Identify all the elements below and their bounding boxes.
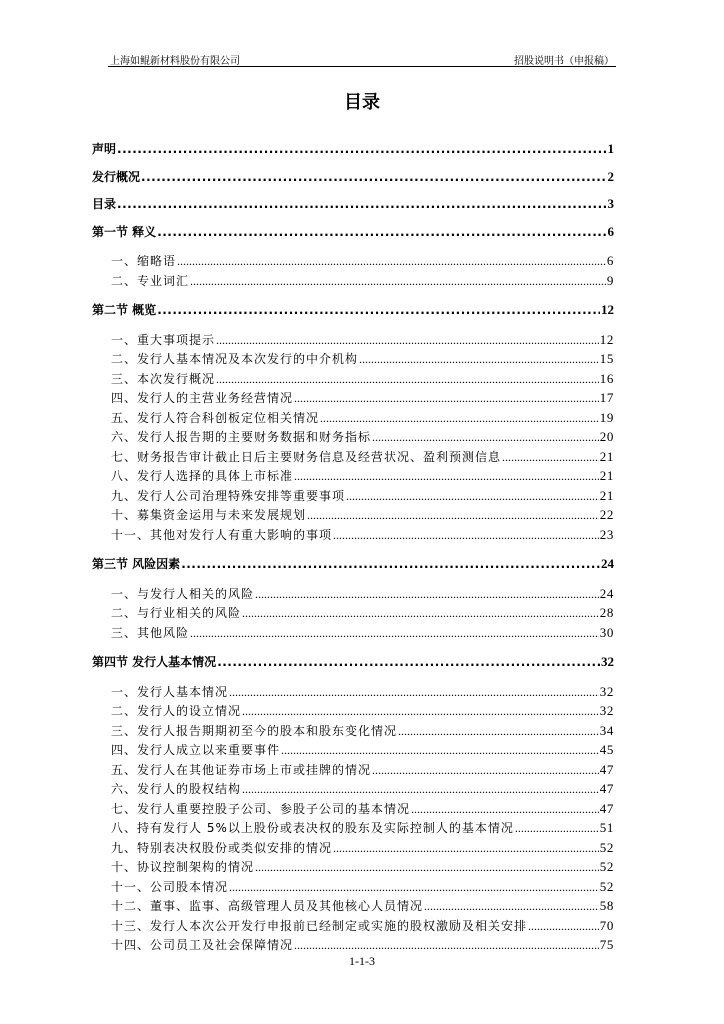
page-title: 目录 <box>344 92 380 113</box>
toc-entry-page: 20 <box>599 429 614 444</box>
toc-entry-label: 十一、公司股本情况 <box>111 879 229 894</box>
toc-entry-page: 16 <box>599 370 614 386</box>
dot-leader <box>190 623 599 644</box>
toc-entry-page: 3 <box>607 196 614 211</box>
toc-entry-page: 6 <box>607 223 614 239</box>
toc-entry-page: 58 <box>599 898 614 913</box>
toc-subsection-entry[interactable] <box>92 838 614 858</box>
toc-entry-label: 一、重大事项提示 <box>111 332 216 347</box>
dot-leader <box>515 818 599 839</box>
dot-leader <box>157 219 606 247</box>
toc-subsection-entry[interactable] <box>92 779 614 799</box>
toc-entry-page: 21 <box>599 487 614 503</box>
toc-entry-page: 22 <box>599 507 614 522</box>
dot-leader <box>242 779 599 800</box>
toc-entry-label: 四、发行人的主营业务经营情况 <box>111 391 294 405</box>
toc-subsection-entry[interactable] <box>92 857 614 877</box>
toc-entry-page: 17 <box>599 390 614 405</box>
toc-entry-label: 五、发行人符合科创板定位相关情况 <box>111 410 320 425</box>
toc-entry-page: 47 <box>599 800 614 816</box>
dot-leader <box>177 251 606 272</box>
toc-entry-page: 32 <box>601 654 614 669</box>
toc-entry-label: 十、协议控制架构的情况 <box>111 860 255 874</box>
toc-entry-page: 1 <box>607 141 614 156</box>
toc-subsection-entry[interactable] <box>92 760 614 780</box>
toc-entry-page: 47 <box>599 781 614 796</box>
dot-leader <box>217 649 600 677</box>
toc-subsection-entry[interactable] <box>92 466 614 486</box>
toc-subsection-entry[interactable] <box>92 877 614 897</box>
toc-entry-label: 三、其他风险 <box>111 625 190 640</box>
toc-subsection-entry[interactable] <box>92 330 614 350</box>
company-name: 上海如鲲新材料股份有限公司 <box>110 56 240 67</box>
toc-entry-page: 6 <box>606 253 614 268</box>
toc-entry-label: 八、持有发行人 5%以上股份或表决权的股东及实际控制人的基本情况 <box>111 821 514 835</box>
toc-subsection-entry[interactable] <box>92 721 614 741</box>
toc-entry-page: 34 <box>599 722 614 738</box>
toc-entry-page: 47 <box>599 761 614 777</box>
toc-entry-page: 21 <box>599 448 614 464</box>
toc-entry-page: 45 <box>599 742 614 757</box>
toc-entry-page: 24 <box>601 556 614 571</box>
dot-leader <box>141 164 606 192</box>
dot-leader <box>181 551 600 579</box>
dot-leader <box>333 525 599 546</box>
toc-subsection-entry[interactable] <box>92 349 614 369</box>
toc-subsection-entry[interactable] <box>92 740 614 760</box>
toc-subsection-entry[interactable] <box>92 369 614 389</box>
toc-entry-label: 三、发行人报告期期初至今的股本和股东变化情况 <box>111 723 398 738</box>
dot-leader <box>398 721 599 742</box>
toc-entry-page: 70 <box>599 917 614 933</box>
toc-subsection-entry[interactable] <box>92 408 614 428</box>
dot-leader <box>294 466 599 487</box>
toc-entry-label: 九、特别表决权股份或类似安排的情况 <box>111 840 333 855</box>
toc-entry-page: 52 <box>599 839 614 855</box>
toc-subsection-entry[interactable] <box>92 447 614 467</box>
dot-leader <box>281 740 599 761</box>
toc-entry-page: 51 <box>599 820 614 835</box>
toc-entry-label: 十一、其他对发行人有重大影响的事项 <box>111 527 333 542</box>
dot-leader <box>528 916 599 937</box>
toc-entry-label: 第二节 概览 <box>92 303 157 317</box>
dot-leader <box>359 349 599 370</box>
dot-leader <box>411 799 599 820</box>
toc-subsection-entry[interactable] <box>92 427 614 447</box>
dot-leader <box>216 369 599 390</box>
toc-entry-page: 2 <box>607 168 614 184</box>
dot-leader <box>346 486 599 507</box>
dot-leader <box>307 505 599 526</box>
toc-entry-label: 五、发行人在其他证券市场上市或挂牌的情况 <box>111 762 372 777</box>
toc-section-entry[interactable] <box>92 135 614 163</box>
dot-leader <box>372 427 599 448</box>
toc-subsection-entry[interactable] <box>92 271 614 291</box>
dot-leader <box>255 584 599 605</box>
toc-entry-label: 二、专业词汇 <box>111 273 190 288</box>
toc-entry-label: 十、募集资金运用与未来发展规划 <box>111 508 307 522</box>
dot-leader <box>216 330 599 351</box>
toc-subsection-entry[interactable] <box>92 916 614 936</box>
toc-entry-label: 九、发行人公司治理特殊安排等重要事项 <box>111 488 346 503</box>
toc-entry-label: 一、缩略语 <box>111 254 177 268</box>
header-divider <box>108 66 616 67</box>
toc-entry-label: 四、发行人成立以来重要事件 <box>111 743 281 757</box>
page-number: 1-1-3 <box>349 954 375 968</box>
toc-entry-label: 六、发行人的股权结构 <box>111 782 242 796</box>
toc-entry-label: 一、与发行人相关的风险 <box>111 586 255 601</box>
toc-subsection-entry[interactable] <box>92 388 614 408</box>
toc-subsection-entry[interactable] <box>92 525 614 545</box>
toc-entry-label: 十四、公司员工及社会保障情况 <box>111 938 294 952</box>
toc-subsection-entry[interactable] <box>92 486 614 506</box>
toc-entry-label: 八、发行人选择的具体上市标准 <box>111 469 294 483</box>
toc-entry-label: 一、发行人基本情况 <box>111 684 229 699</box>
toc-subsection-entry[interactable] <box>92 799 614 819</box>
toc-entry-label: 目录 <box>92 197 117 211</box>
dot-leader <box>190 271 606 292</box>
toc-subsection-entry[interactable] <box>92 623 614 643</box>
toc-entry-page: 75 <box>599 937 614 952</box>
toc-entry-label: 六、发行人报告期的主要财务数据和财务指标 <box>111 430 372 444</box>
toc-section-entry[interactable] <box>92 190 614 218</box>
toc-entry-page: 30 <box>599 624 614 640</box>
dot-leader <box>255 857 599 878</box>
toc-entry-label: 二、发行人的设立情况 <box>111 704 242 718</box>
dot-leader <box>157 297 600 325</box>
dot-leader <box>117 191 606 219</box>
toc-entry-page: 23 <box>599 526 614 542</box>
dot-leader <box>117 136 606 164</box>
toc-entry-label: 声明 <box>92 142 117 156</box>
toc-entry-label: 第三节 风险因素 <box>92 557 181 571</box>
toc-entry-page: 32 <box>599 703 614 718</box>
toc-subsection-entry[interactable] <box>92 251 614 271</box>
toc-entry-page: 28 <box>599 605 614 620</box>
toc-subsection-entry[interactable] <box>92 896 614 916</box>
dot-leader <box>333 838 599 859</box>
toc-entry-page: 9 <box>606 272 614 288</box>
toc-section-entry[interactable] <box>92 218 614 246</box>
toc-entry-page: 24 <box>599 585 614 601</box>
toc-subsection-entry[interactable] <box>92 818 614 838</box>
toc-entry-label: 第一节 释义 <box>92 224 157 239</box>
toc-subsection-entry[interactable] <box>92 584 614 604</box>
toc-entry-page: 19 <box>599 409 614 425</box>
dot-leader <box>372 760 599 781</box>
dot-leader <box>242 701 599 722</box>
toc-entry-label: 七、发行人重要控股子公司、参股子公司的基本情况 <box>111 801 411 816</box>
toc-entry-page: 52 <box>599 859 614 874</box>
toc-entry-label: 发行概况 <box>92 169 141 184</box>
toc-entry-page: 12 <box>601 302 614 317</box>
toc-subsection-entry[interactable] <box>92 505 614 525</box>
toc-entry-label: 第四节 发行人基本情况 <box>92 655 217 669</box>
toc-entry-label: 七、财务报告审计截止日后主要财务信息及经营状况、盈利预测信息 <box>111 449 502 464</box>
toc-entry-label: 二、发行人基本情况及本次发行的中介机构 <box>111 352 359 366</box>
toc-entry-page: 52 <box>599 878 614 894</box>
toc-entry-page: 12 <box>599 331 614 347</box>
toc-entry-label: 二、与行业相关的风险 <box>111 606 242 620</box>
dot-leader <box>229 682 599 703</box>
dot-leader <box>502 447 599 468</box>
toc-subsection-entry[interactable] <box>92 682 614 702</box>
dot-leader <box>242 603 599 624</box>
document-type: 招股说明书（申报稿） <box>514 56 614 67</box>
toc-section-entry[interactable] <box>92 648 614 676</box>
dot-leader <box>320 408 599 429</box>
dot-leader <box>294 388 599 409</box>
dot-leader <box>294 935 599 956</box>
toc-entry-page: 15 <box>599 351 614 366</box>
toc-subsection-entry[interactable] <box>92 603 614 623</box>
toc-entry-label: 十二、董事、监事、高级管理人员及其他核心人员情况 <box>111 899 424 913</box>
dot-leader <box>424 896 599 917</box>
table-of-contents <box>92 135 614 955</box>
toc-subsection-entry[interactable] <box>92 935 614 955</box>
toc-section-entry[interactable] <box>92 550 614 578</box>
toc-entry-label: 三、本次发行概况 <box>111 371 216 386</box>
toc-subsection-entry[interactable] <box>92 701 614 721</box>
toc-entry-label: 十三、发行人本次公开发行申报前已经制定或实施的股权激励及相关安排 <box>111 918 528 933</box>
toc-entry-page: 21 <box>599 468 614 483</box>
dot-leader <box>229 877 599 898</box>
toc-section-entry[interactable] <box>92 163 614 191</box>
toc-entry-page: 32 <box>599 683 614 699</box>
toc-section-entry[interactable] <box>92 296 614 324</box>
